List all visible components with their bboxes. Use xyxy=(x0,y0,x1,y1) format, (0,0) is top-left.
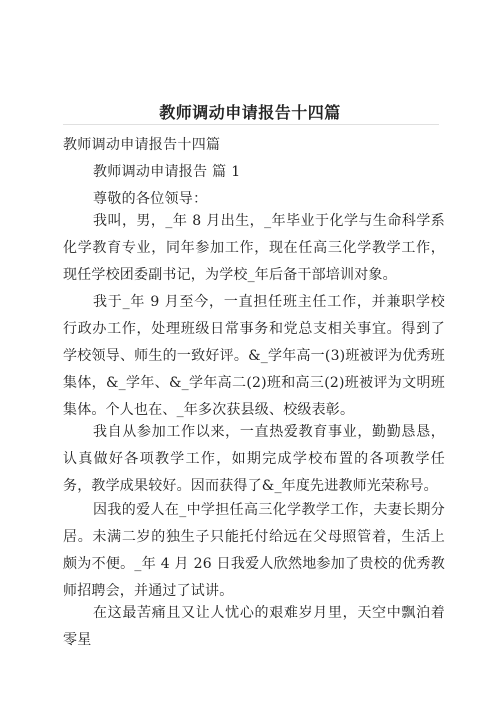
document-title: 教师调动申请报告十四篇 xyxy=(159,103,341,122)
title-divider xyxy=(63,124,439,125)
paragraph-2: 我于_年 9 月至今，一直担任班主任工作，并兼职学校行政办工作，处理班级日常事务和党总支相关事宜。得到了学校领导、师生的一致好评。&_学年高一(3)班被评为优秀班集体，&_学年、&_学年高二(2)班和高三(2)班被评为文明班集体。个人也在、_年多次获县级、校级表彰。 xyxy=(63,294,445,418)
paragraph-5: 在这最苦痛且又让人忧心的艰难岁月里，天空中飘泊着零星 xyxy=(63,605,445,648)
report-subheading: 教师调动申请报告 篇 1 xyxy=(93,164,241,180)
paragraph-4: 因我的爱人在_中学担任高三化学教学工作，夫妻长期分居。未满二岁的独生子只能托付给远在父母照管着，生活上颇为不便。_年 4 月 26 日我爱人欣然地参加了贵校的优秀教师招聘会，并通过了试讲。 xyxy=(63,502,445,599)
section-heading: 教师调动申请报告十四篇 xyxy=(63,137,221,153)
paragraph-3: 我自从参加工作以来，一直热爱教育事业，勤勤恳恳，认真做好各项教学工作，如期完成学校布置的各项教学任务，教学成果较好。因而获得了&_年度先进教师光荣称号。 xyxy=(63,424,445,494)
paragraph-1: 我叫，男，_年 8 月出生，_年毕业于化学与生命科学系化学教育专业，同年参加工作，现在任高三化学教学工作，现任学校团委副书记，为学校_年后备干部培训对象。 xyxy=(63,213,445,283)
salutation: 尊敬的各位领导： xyxy=(93,191,208,207)
